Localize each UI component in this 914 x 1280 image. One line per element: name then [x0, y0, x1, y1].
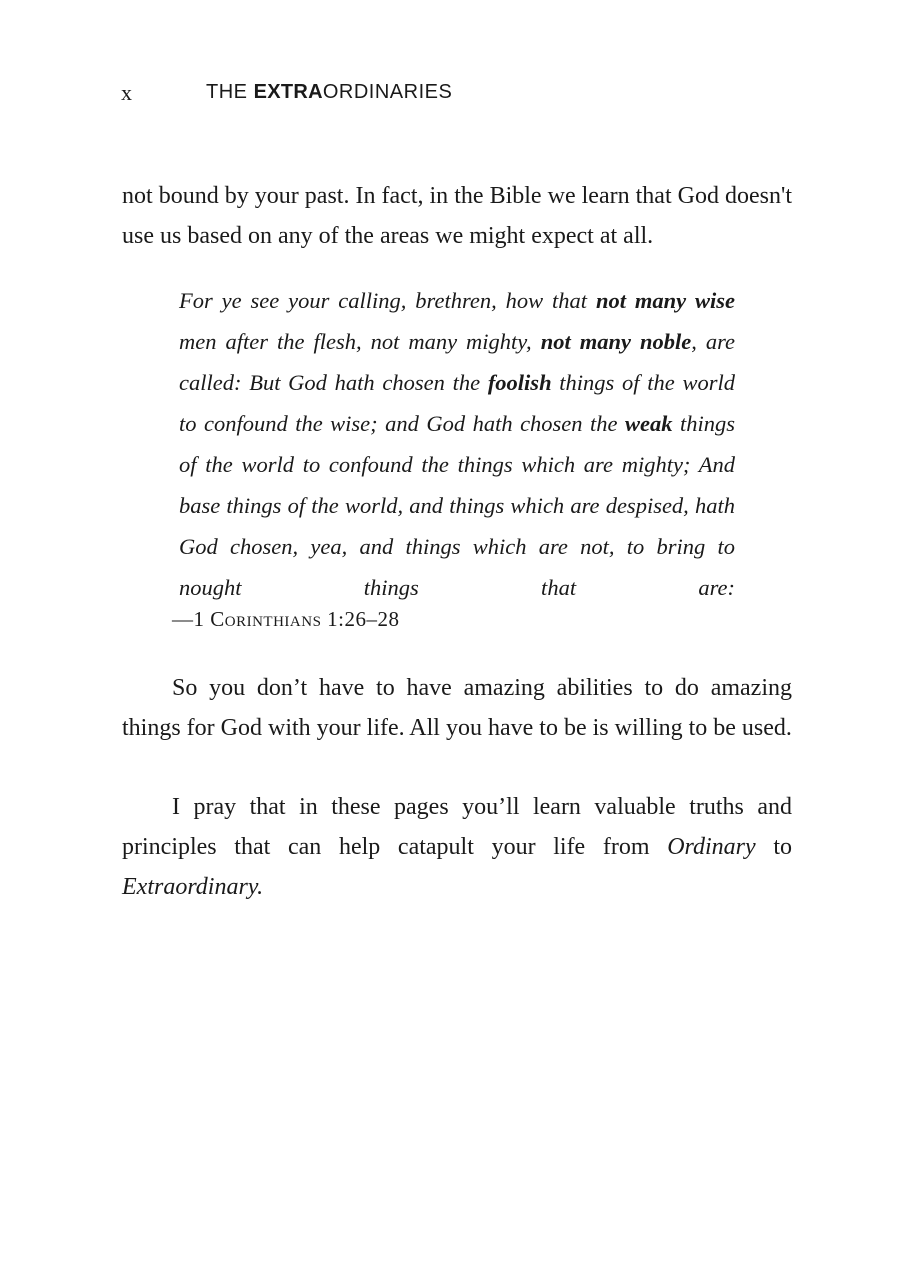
quote-text: For ye see your calling, brethren, how that: [179, 288, 596, 313]
scripture-quote: [179, 280, 735, 608]
quote-emphasis: not many noble: [540, 329, 692, 354]
running-head-the: THE: [206, 81, 254, 103]
citation-book: Corinthians: [210, 607, 322, 631]
running-head-ordinaries: ORDINARIES: [322, 81, 453, 103]
body-paragraph-2: So you don’t have to have amazing abilities to do amazing things for God with your life. All you have to be is willing to be used.: [122, 675, 792, 741]
quote-text: men after the flesh, not many mighty,: [179, 329, 541, 354]
running-head: [206, 81, 452, 104]
body-paragraph-1: not bound by your past. In fact, in the Bible we learn that God doesn't use us based on any of the areas we might expect at all.: [122, 183, 792, 249]
quote-text: , are called: But God hath chosen the: [179, 329, 735, 395]
quote-emphasis: foolish: [487, 370, 552, 395]
quote-emphasis: not many wise: [595, 288, 735, 313]
paragraph3-text: I pray that in these pages you’ll learn valuable truths and principles that can help catapult your life from: [122, 794, 792, 860]
paragraph3-ordinary: Ordinary: [667, 834, 756, 860]
paragraph3-extraordinary: Extraordinary.: [122, 874, 264, 900]
quote-emphasis: weak: [625, 411, 673, 436]
citation-reference: 1:26–28: [321, 607, 400, 631]
paragraph3-text: to: [755, 834, 792, 860]
running-head-extra: EXTRA: [253, 81, 323, 103]
page-number: x: [121, 80, 132, 105]
body-paragraph-3: [122, 787, 792, 907]
quote-text: things of the world to confound the things which are mighty; And base things of the world, and things which are despised, hath God chosen, yea, and things which are not, to bring to nought things that are:: [179, 411, 735, 600]
citation-dash: —1: [172, 607, 211, 631]
quote-text: things of the world to confound the wise; and God hath chosen the: [179, 370, 736, 436]
scripture-citation: [172, 607, 400, 632]
